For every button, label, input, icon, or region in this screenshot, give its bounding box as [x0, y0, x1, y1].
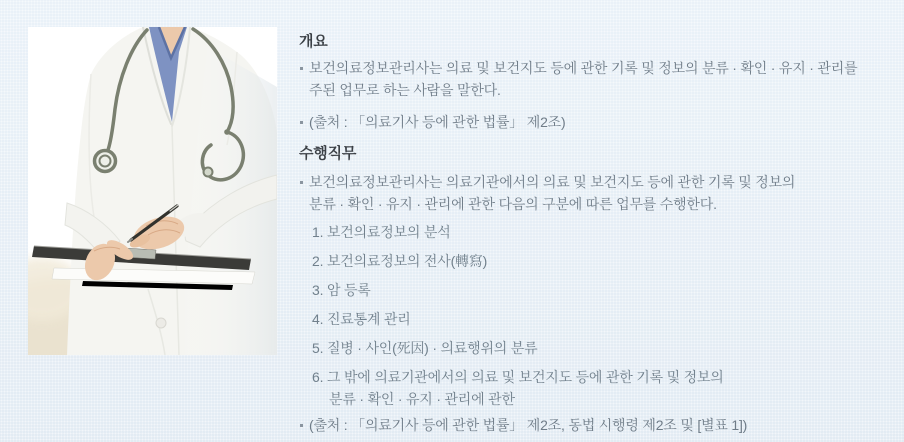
text-line: 1. 보건의료정보의 분석 — [312, 224, 451, 240]
text-line: 보건의료정보관리사는 의료기관에서의 의료 및 보건지도 등에 관한 기록 및 정보의 — [309, 174, 796, 190]
doctor-illustration — [28, 27, 277, 355]
text-line: (출처 : 「의료기사 등에 관한 법률」 제2조) — [309, 114, 566, 130]
numbered-item-5 — [299, 337, 904, 359]
numbered-item-1 — [299, 221, 904, 243]
doctor-photo — [28, 27, 277, 355]
text-line: 5. 질병 · 사인(死因) · 의료행위의 분류 — [312, 340, 538, 356]
bullet-item-source — [299, 414, 904, 436]
bullet-item — [299, 57, 904, 101]
text-line: 3. 암 등록 — [312, 282, 371, 298]
text-line: 4. 진료통계 관리 — [312, 311, 411, 327]
section-heading-overview: 개요 — [299, 33, 328, 50]
numbered-item-6 — [299, 366, 904, 410]
bullet-icon — [300, 181, 303, 184]
numbered-item-3 — [299, 279, 904, 301]
bullet-icon — [300, 424, 303, 427]
bullet-item-source — [299, 111, 904, 133]
numbered-item-2 — [299, 250, 904, 272]
text-line: 분류 · 확인 · 유지 · 관리에 관한 — [329, 391, 515, 407]
text-line: 보건의료정보관리사는 의료 및 보건지도 등에 관한 기록 및 정보의 분류 · 확인 · 유지 · 관리를 — [309, 60, 858, 76]
text-line: 6. 그 밖에 의료기관에서의 의료 및 보건지도 등에 관한 기록 및 정보의 — [312, 369, 724, 385]
bullet-item — [299, 171, 904, 215]
numbered-item-4 — [299, 308, 904, 330]
coat-button — [156, 318, 166, 328]
text-line: 분류 · 확인 · 유지 · 관리에 관한 다음의 구분에 따른 업무를 수행한다. — [309, 196, 717, 212]
bullet-icon — [300, 67, 303, 70]
section-heading-duties: 수행직무 — [299, 145, 357, 162]
content-panel — [299, 26, 904, 436]
text-line: 주된 업무로 하는 사람을 말한다. — [309, 82, 501, 98]
text-line: (출처 : 「의료기사 등에 관한 법률」 제2조, 동법 시행령 제2조 및 [별표 1]) — [309, 417, 748, 433]
text-line: 2. 보건의료정보의 전사(轉寫) — [312, 253, 488, 269]
bullet-icon — [300, 121, 303, 124]
